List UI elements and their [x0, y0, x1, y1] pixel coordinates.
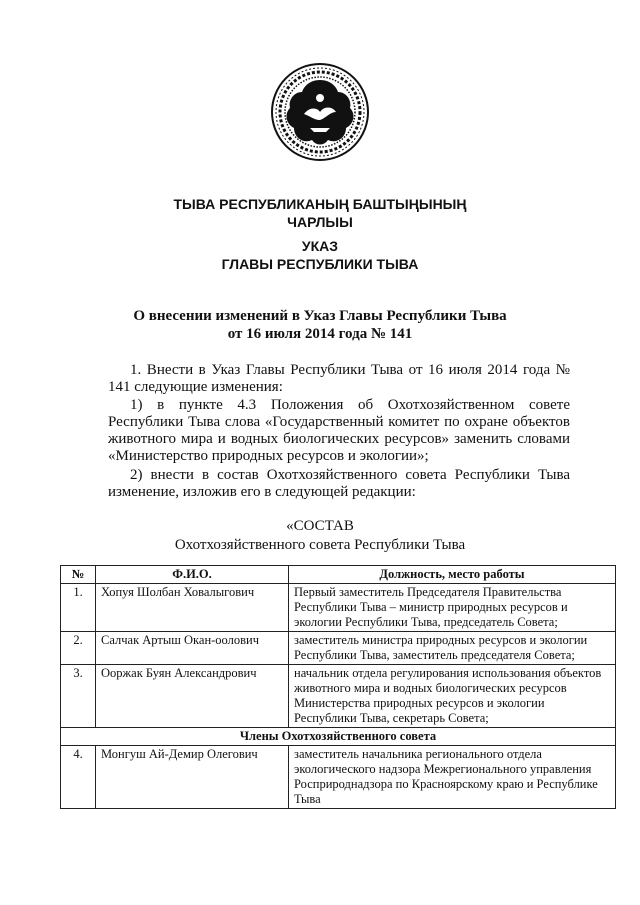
table-section-row [61, 728, 616, 746]
paragraph-1: 1. Внести в Указ Главы Республики Тыва от 16 июля 2014 года № 141 следующие изменения: [108, 362, 570, 395]
row-position: начальник отдела регулирования использования объектов животного мира и водных биологических ресурсов Министерства природных ресурсов и экологии Республики Тыва, секретарь Совета; [289, 665, 616, 728]
republic-emblem-icon [270, 62, 370, 162]
tuvan-title-line2: ЧАРЛЫЫ [287, 214, 353, 230]
document-title-line2: от 16 июля 2014 года № 141 [227, 326, 413, 342]
decree-issuer: ГЛАВЫ РЕСПУБЛИКИ ТЫВА [221, 256, 419, 272]
council-members-table [60, 565, 616, 809]
paragraph-3: 2) внести в состав Охотхозяйственного совета Республики Тыва изменение, изложив его в следующей редакции: [108, 467, 570, 500]
row-position: заместитель начальника регионального отдела экологического надзора Межрегионального управления Росприроднадзора по Красноярскому краю и Республике Тыва [289, 746, 616, 809]
row-name: Салчак Артыш Окан-оолович [96, 632, 289, 665]
document-title-line1: О внесении изменений в Указ Главы Республики Тыва [133, 308, 507, 324]
composition-heading: «СОСТАВ [286, 518, 354, 534]
table-header-row [61, 566, 616, 584]
table-row [61, 746, 616, 809]
header-num: № [61, 566, 96, 584]
row-num: 3. [61, 665, 96, 728]
composition-subheading: Охотхозяйственного совета Республики Тыва [174, 537, 466, 553]
row-num: 1. [61, 584, 96, 632]
paragraph-2: 1) в пункте 4.3 Положения об Охотхозяйственном совете Республики Тыва слова «Государственный комитет по охране объектов животного мира и водных биологических ресурсов» заменить словами «Министерство природных ресурсов и экологии»; [108, 397, 570, 464]
decree-word: УКАЗ [301, 238, 339, 254]
row-name: Монгуш Ай-Демир Олегович [96, 746, 289, 809]
table-row [61, 584, 616, 632]
header-position: Должность, место работы [289, 566, 616, 584]
row-name: Хопуя Шолбан Ховалыгович [96, 584, 289, 632]
tuvan-title-line1: ТЫВА РЕСПУБЛИКАНЫҢ БАШТЫҢЫНЫҢ [173, 196, 467, 212]
row-num: 4. [61, 746, 96, 809]
row-num: 2. [61, 632, 96, 665]
row-name: Ооржак Буян Александрович [96, 665, 289, 728]
row-position: Первый заместитель Председателя Правительства Республики Тыва – министр природных ресурсов и экологии Республики Тыва, председатель Совета; [289, 584, 616, 632]
row-position: заместитель министра природных ресурсов и экологии Республики Тыва, заместитель председателя Совета; [289, 632, 616, 665]
table-row [61, 632, 616, 665]
header-name: Ф.И.О. [96, 566, 289, 584]
table-row [61, 665, 616, 728]
section-label: Члены Охотхозяйственного совета [61, 728, 616, 746]
